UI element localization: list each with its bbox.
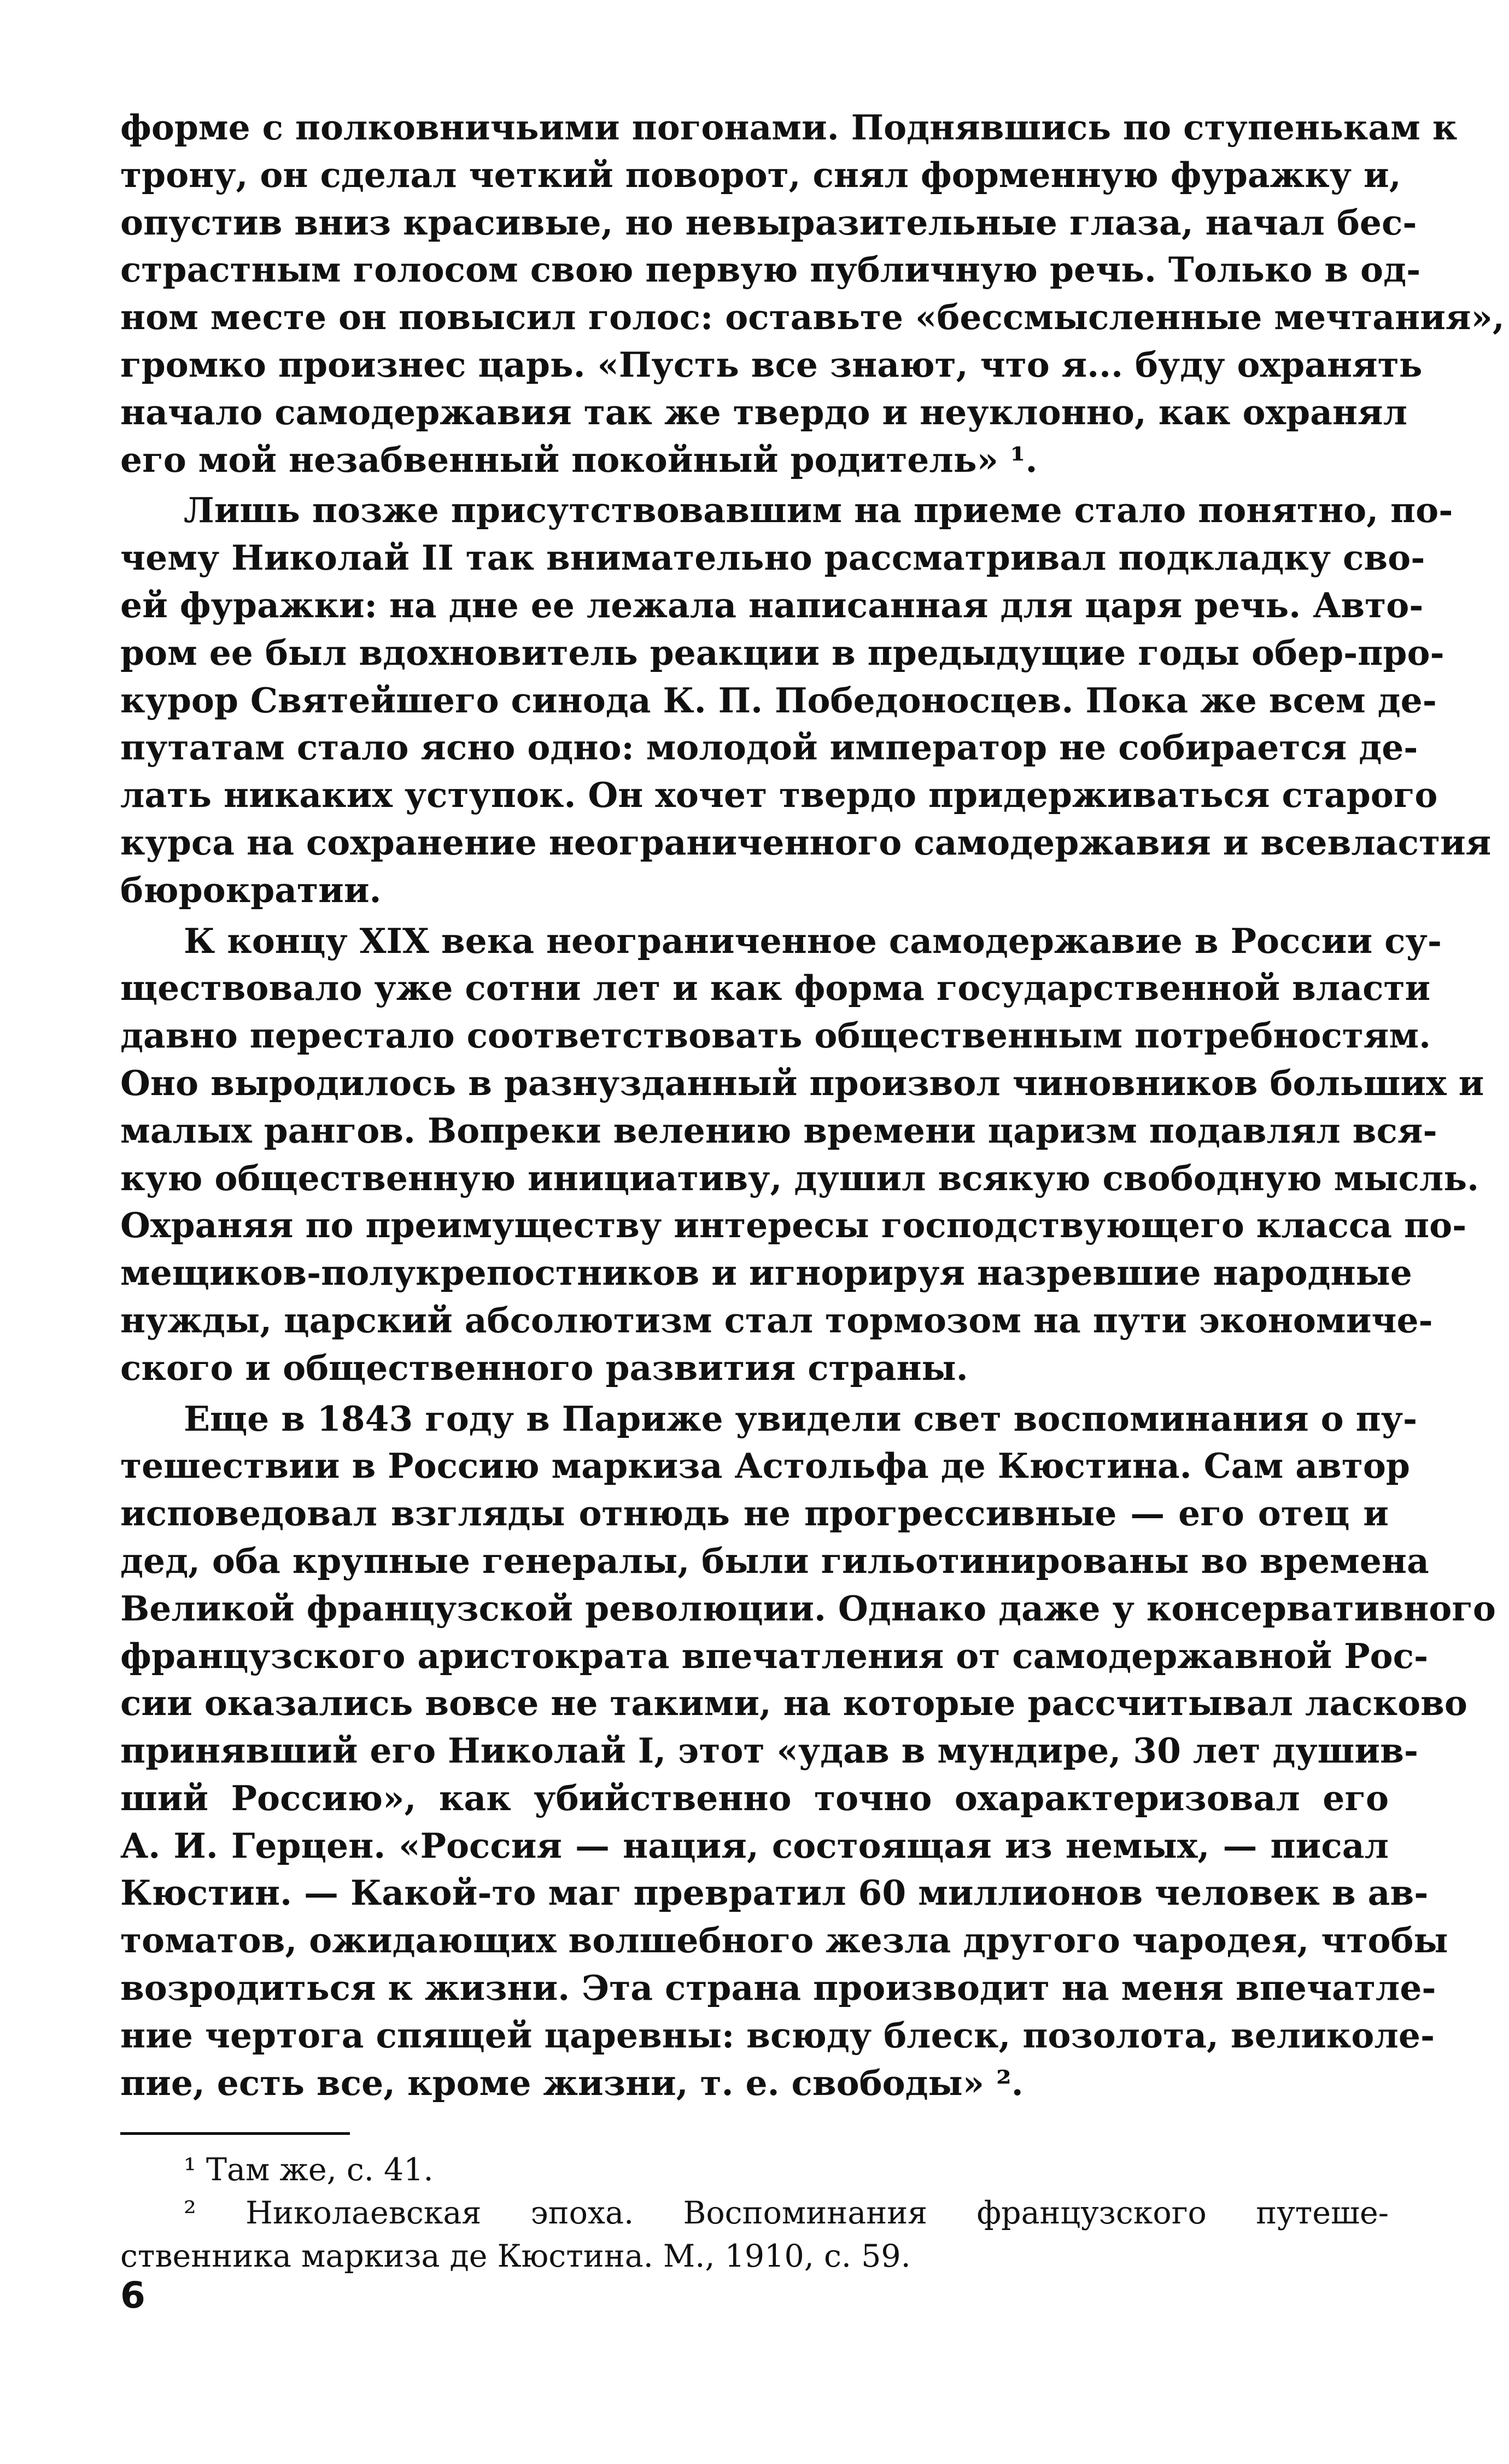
text-line: путатам стало ясно одно: молодой император не собирается де- [120, 727, 1418, 768]
text-line: ром ее был вдохновитель реакции в предыдущие годы обер-про- [120, 632, 1444, 673]
text-line: дед, оба крупные генералы, были гильотинированы во времена [120, 1540, 1429, 1581]
text-line: исповедовал взгляды отнюдь не прогрессивные — его отец и [120, 1493, 1389, 1534]
footnote-divider [120, 2132, 350, 2135]
text-line: трону, он сделал четкий поворот, снял форменную фуражку и, [120, 154, 1401, 195]
text-line: ном месте он повысил голос: оставьте «бессмысленные мечтания», [120, 297, 1505, 338]
text-line: малых рангов. Вопреки велению времени царизм подавлял вся- [120, 1110, 1437, 1151]
footnote-line: ² Николаевская эпоха. Воспоминания французского путеше- [184, 2195, 1389, 2231]
text-line: мещиков-полукрепостников и игнорируя назревшие народные [120, 1253, 1412, 1294]
text-line: бюрократии. [120, 869, 382, 910]
text-line: пие, есть все, кроме жизни, т. е. свободы» ². [120, 2062, 1023, 2103]
text-line: давно перестало соответствовать общественным потребностям. [120, 1015, 1431, 1056]
text-line: громко произнес царь. «Пусть все знают, что я... буду охранять [120, 344, 1423, 385]
text-line: ществовало уже сотни лет и как форма государственной власти [120, 968, 1431, 1009]
footnotes [120, 2149, 1389, 2278]
text-line: кую общественную инициативу, душил всякую свободную мысль. [120, 1157, 1479, 1198]
text-line: курор Святейшего синода К. П. Победоносцев. Пока же всем де- [120, 680, 1437, 721]
text-line: тешествии в Россию маркиза Астольфа де Кюстина. Сам автор [120, 1445, 1410, 1486]
text-line: страстным голосом свою первую публичную речь. Только в од- [120, 249, 1421, 290]
text-line: Оно выродилось в разнузданный произвол чиновников больших и [120, 1062, 1484, 1103]
text-line: Кюстин. — Какой-то маг превратил 60 миллионов человек в ав- [120, 1872, 1429, 1913]
text-line: ние чертога спящей царевны: всюду блеск, позолота, великоле- [120, 2015, 1435, 2056]
page-number: 6 [120, 2274, 145, 2316]
text-line: форме с полковничьими погонами. Поднявшись по ступенькам к [120, 107, 1458, 148]
text-line: принявший его Николай I, этот «удав в мундире, 30 лет душив- [120, 1730, 1419, 1771]
text-line: опустив вниз красивые, но невыразительные глаза, начал бес- [120, 202, 1417, 243]
text-line: чему Николай II так внимательно рассматривал подкладку сво- [120, 537, 1425, 578]
text-line: томатов, ожидающих волшебного жезла другого чародея, чтобы [120, 1920, 1448, 1961]
text-line: ского и общественного развития страны. [120, 1347, 968, 1388]
footnote-line: ¹ Там же, с. 41. [184, 2152, 434, 2188]
text-line: нужды, царский абсолютизм стал тормозом на пути экономиче- [120, 1300, 1433, 1341]
page-body [120, 104, 1505, 2106]
text-line: начало самодержавия так же твердо и неуклонно, как охранял [120, 391, 1408, 432]
text-line: Лишь позже присутствовавшим на приеме стало понятно, по- [184, 490, 1453, 531]
body-text [120, 104, 1505, 2106]
text-line: ший Россию», как убийственно точно охарактеризовал его [120, 1777, 1389, 1818]
text-line: А. И. Герцен. «Россия — нация, состоящая из немых, — писал [120, 1825, 1389, 1866]
text-line: его мой незабвенный покойный родитель» ¹. [120, 439, 1038, 480]
text-line: сии оказались вовсе не такими, на которые рассчитывал ласково [120, 1683, 1467, 1724]
text-line: Еще в 1843 году в Париже увидели свет воспоминания о пу- [184, 1398, 1418, 1439]
text-line: Охраняя по преимуществу интересы господствующего класса по- [120, 1205, 1467, 1246]
text-line: Великой французской революции. Однако даже у консервативного [120, 1588, 1496, 1629]
text-line: возродиться к жизни. Эта страна производит на меня впечатле- [120, 1968, 1436, 2009]
text-line: французского аристократа впечатления от самодержавной Рос- [120, 1635, 1429, 1676]
text-line: ей фуражки: на дне ее лежала написанная для царя речь. Авто- [120, 584, 1424, 625]
text-line: лать никаких уступок. Он хочет твердо придерживаться старого [120, 775, 1438, 816]
text-line: курса на сохранение неограниченного самодержавия и всевластия [120, 822, 1492, 863]
text-line: К концу XIX века неограниченное самодержавие в России су- [184, 920, 1442, 961]
footnote-line: ственника маркиза де Кюстина. М., 1910, с. 59. [120, 2238, 911, 2274]
